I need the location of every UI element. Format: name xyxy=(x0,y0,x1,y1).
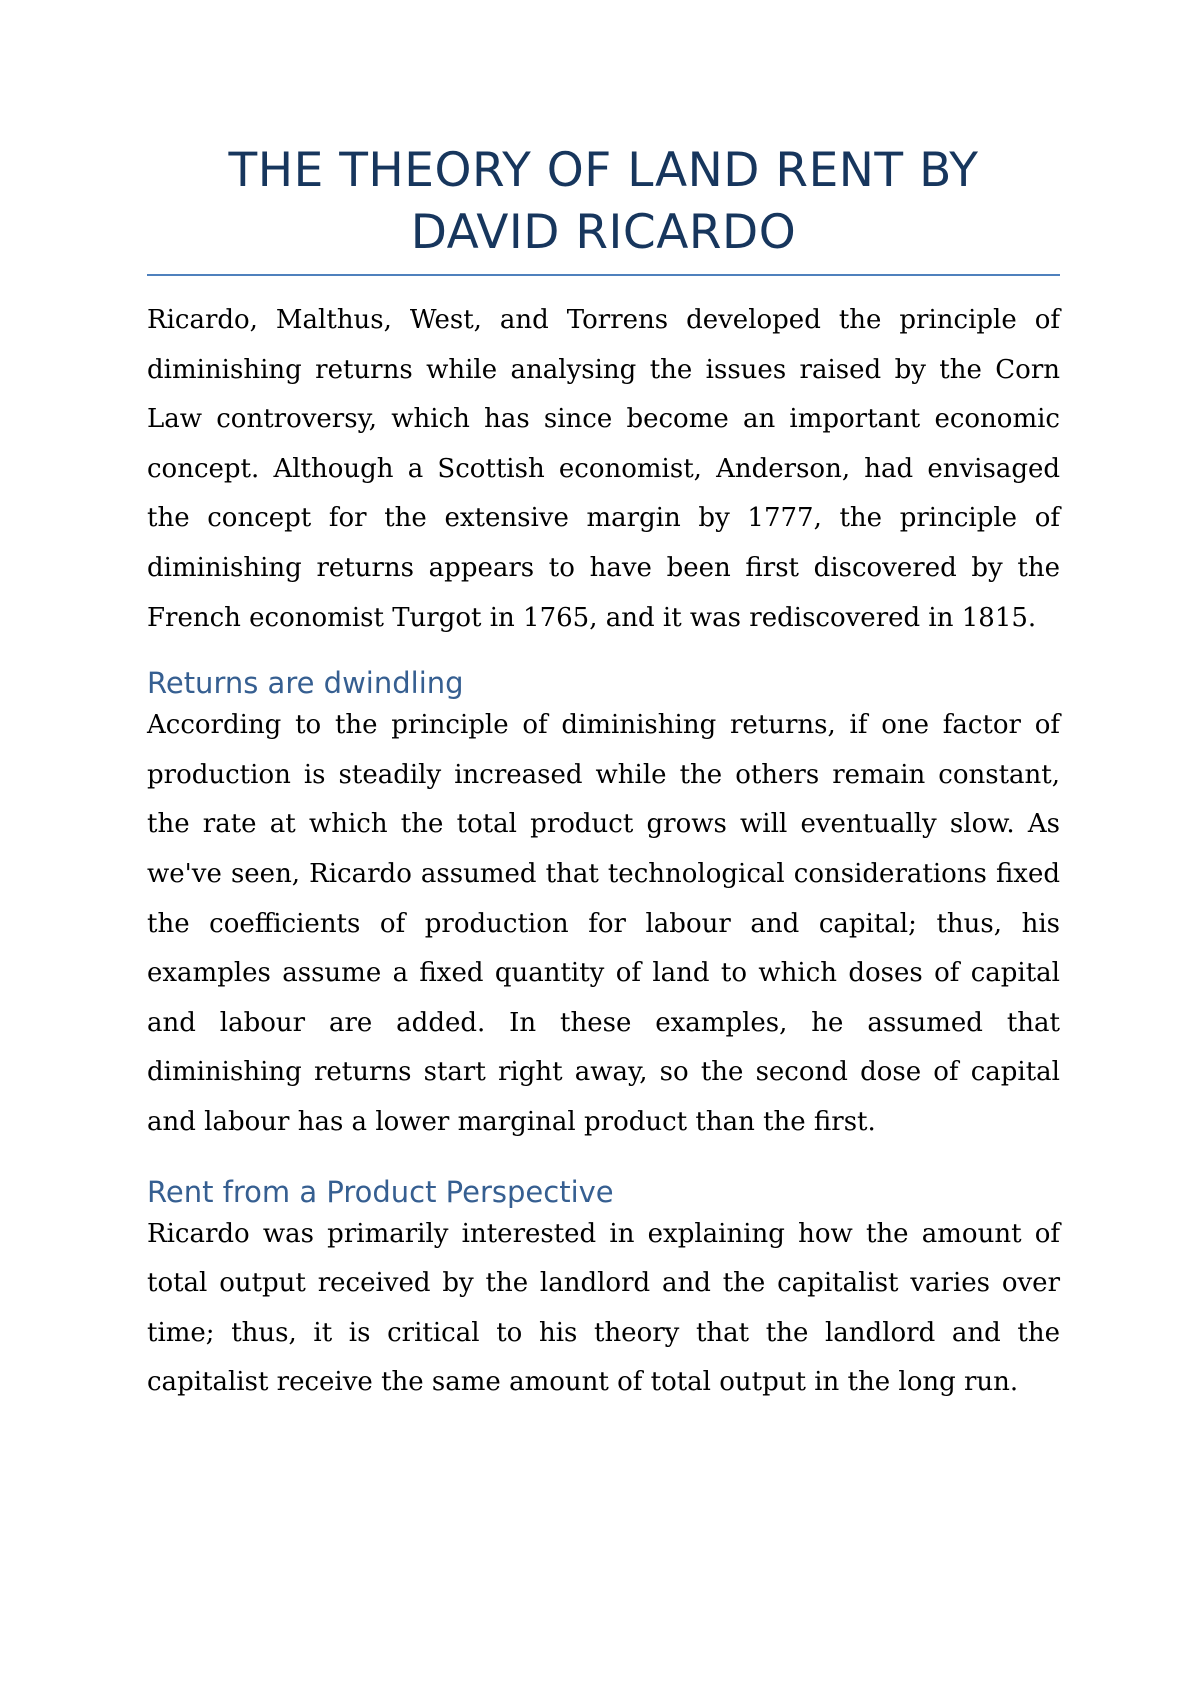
document-title xyxy=(147,140,1060,264)
title-underline xyxy=(147,274,1060,276)
section-heading-returns: Returns are dwindling xyxy=(147,666,464,701)
section-body-returns: According to the principle of diminishing returns, if one factor of production is steadily increased while the others remain constant, the rate at which the total product grows will eventually slow. As we've seen, Ricardo assumed that technological considerations fixed the coefficients of production for labour and capital; thus, his examples assume a fixed quantity of land to which doses of capital and labour are added. In these examples, he assumed that diminishing returns start right away, so the second dose of capital and labour has a lower marginal product than the first. xyxy=(147,710,1060,1137)
section-heading-rent: Rent from a Product Perspective xyxy=(147,1174,614,1209)
intro-paragraph: Ricardo, Malthus, West, and Torrens developed the principle of diminishing returns while analysing the issues raised by the Corn Law controversy, which has since become an important economic concept. Although a Scottish economist, Anderson, had envisaged the concept for the extensive margin by 1777, the principle of diminishing returns appears to have been first discovered by the French economist Turgot in 1765, and it was rediscovered in 1815. xyxy=(147,305,1060,633)
document-page xyxy=(147,140,1060,1408)
title-line-1: THE THEORY OF LAND RENT BY xyxy=(228,143,979,198)
section-body-rent: Ricardo was primarily interested in explaining how the amount of total output received by the landlord and the capitalist varies over time; thus, it is critical to his theory that the landlord and the capitalist receive the same amount of total output in the long run. xyxy=(147,1218,1060,1398)
title-line-2: DAVID RICARDO xyxy=(410,205,797,260)
